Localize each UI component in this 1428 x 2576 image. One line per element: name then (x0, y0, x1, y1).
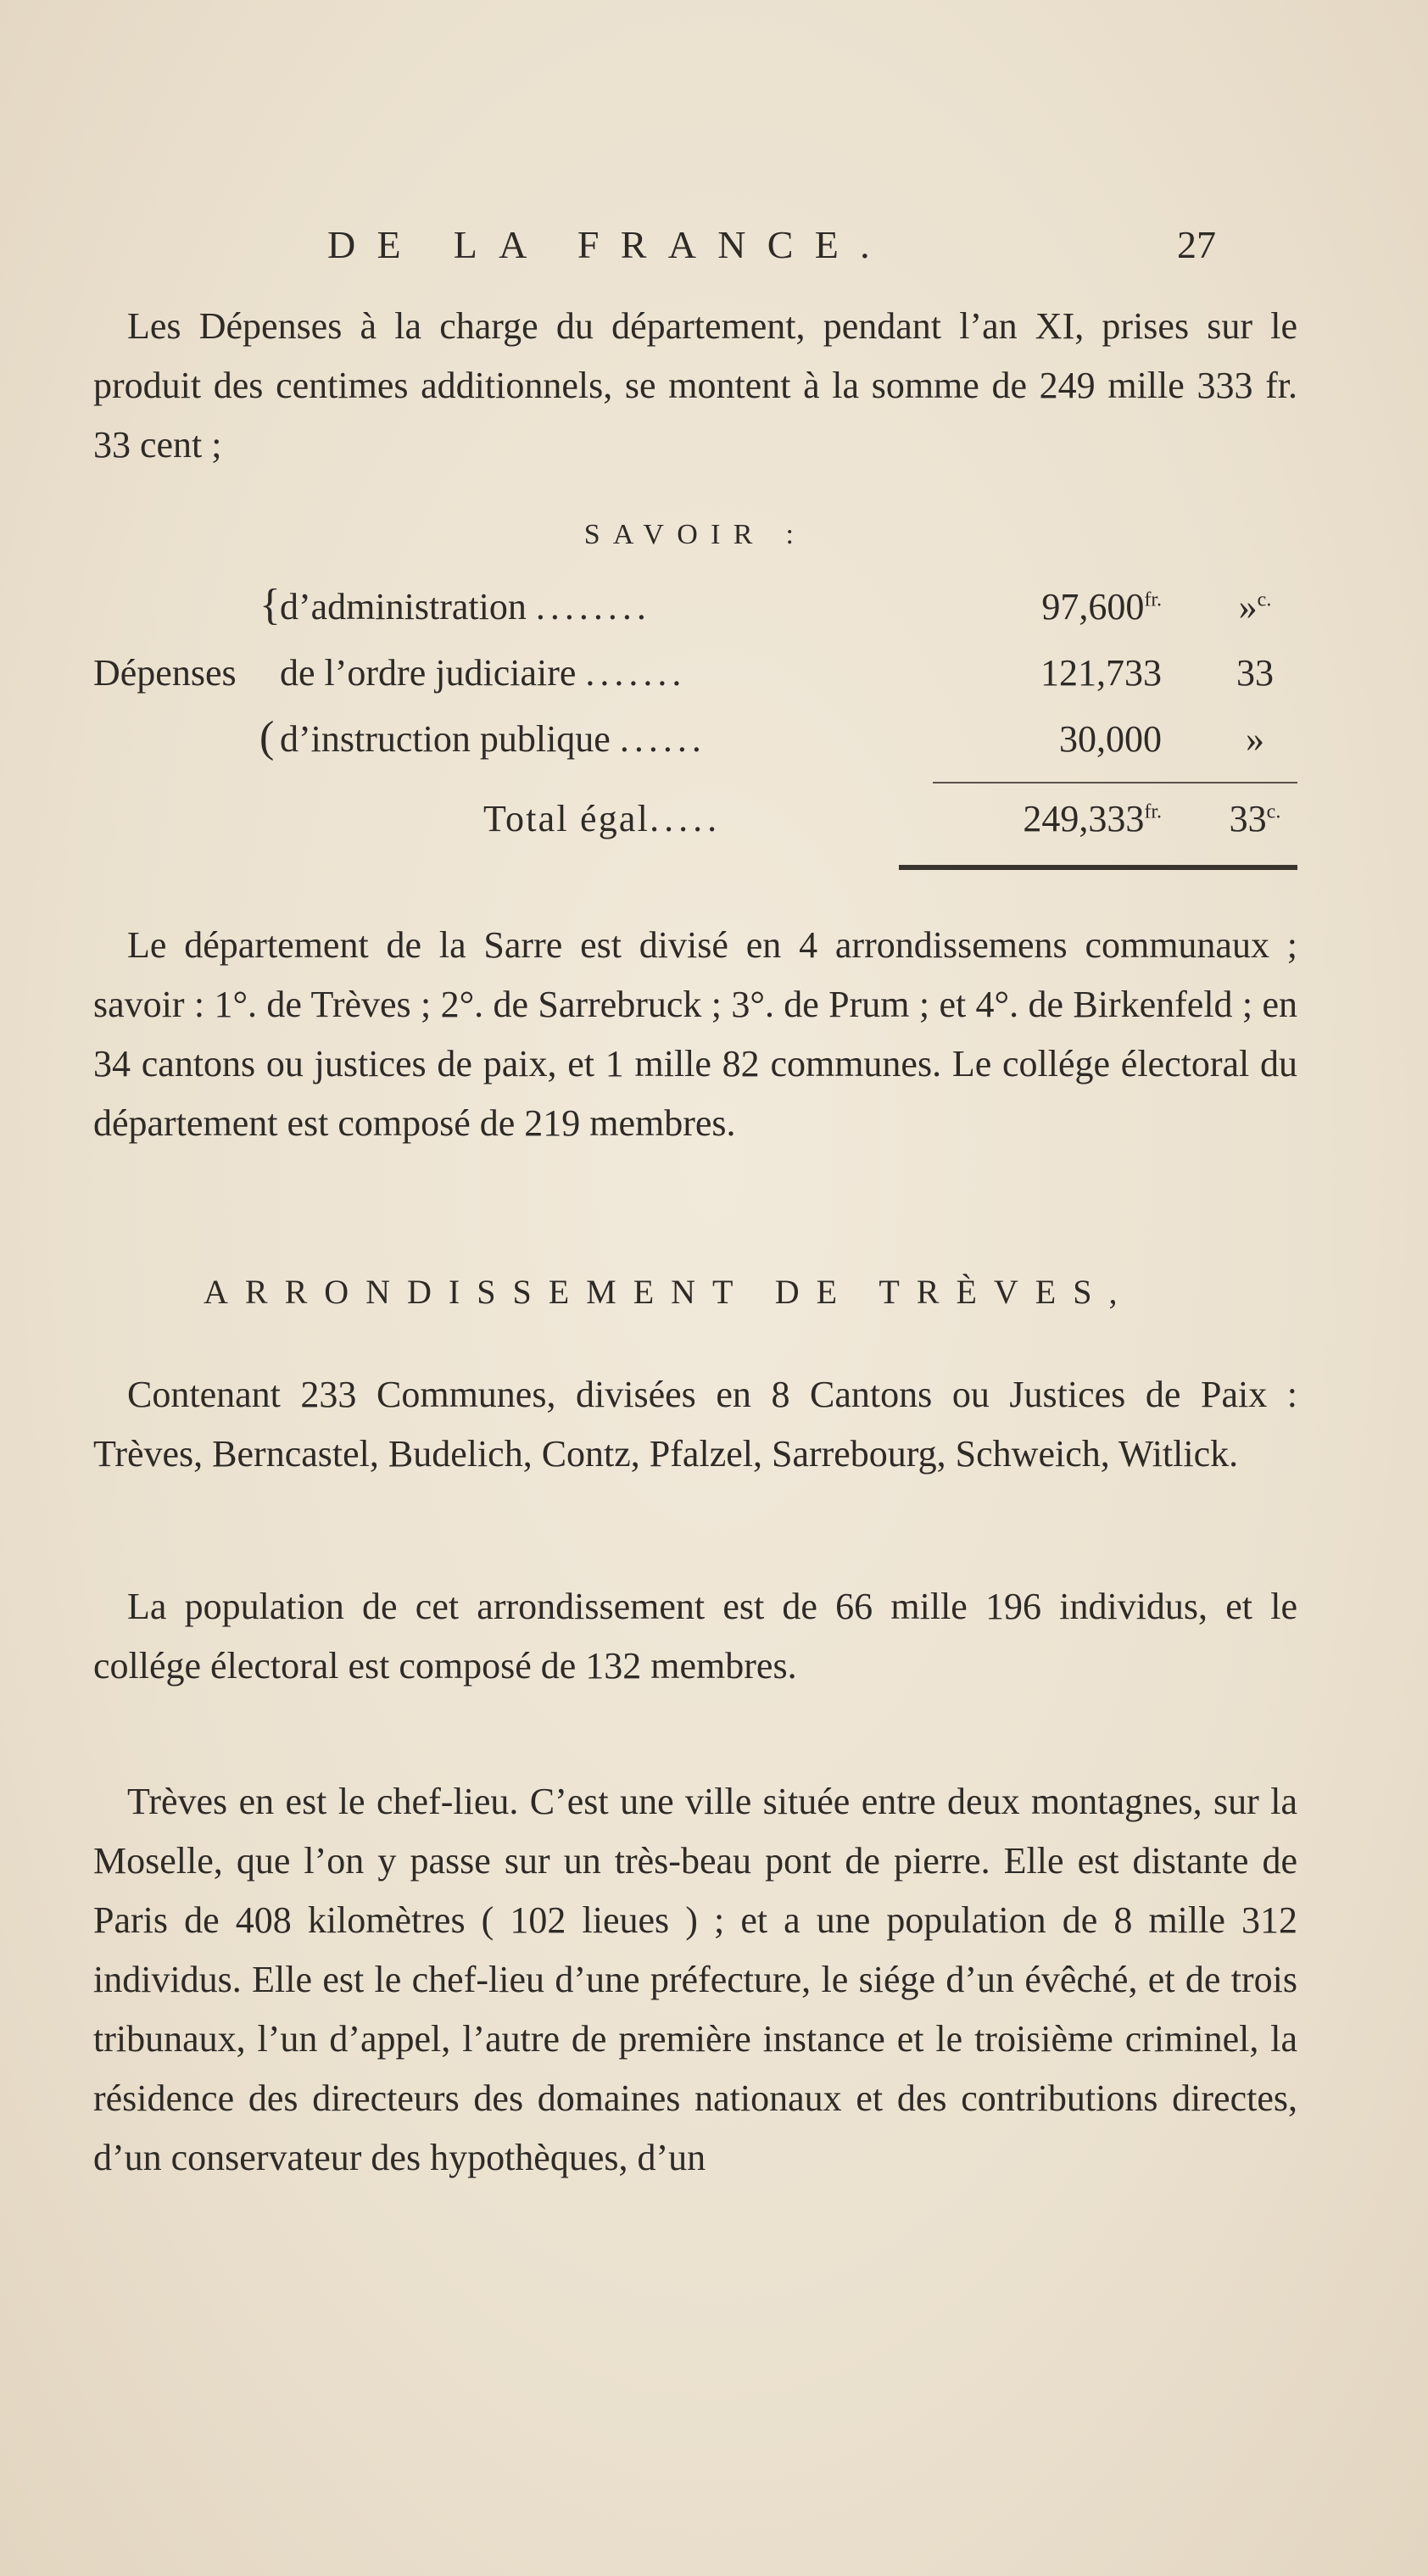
running-head (327, 222, 1216, 273)
expense-label: de l’ordre judiciaire (280, 652, 577, 694)
intro-text: Les Dépenses à la charge du département, pendant l’an XI, prises sur le produit des centimes additionnels, se montent à la somme de 249 mille 333 fr. 33 cent ; (93, 305, 1297, 466)
leader-dots: ........ (535, 586, 651, 627)
expense-cents: 33 (1236, 652, 1274, 694)
treves-text: Trèves en est le chef-lieu. C’est une ville située entre deux montagnes, sur la Moselle, que l’on y passe sur un très-beau pont de pierre. Elle est distante de Paris de 408 kilomètres ( 102 lieues ) ; et a une population de 8 mille 312 individus. Elle est le chef-lieu d’une préfecture, le siége d’un évêché, et de trois tribunaux, l’un d’appel, l’autre de première instance et le troisième criminel, la résidence des directeurs des domaines nationaux et des contributions directes, d’un conservateur des hypothèques, d’un (93, 1781, 1297, 2178)
expense-label: d’administration (280, 586, 527, 627)
expense-side-label: Dépenses (93, 652, 237, 694)
expense-amount: 30,000 (1059, 718, 1162, 760)
sum-rule (933, 782, 1297, 783)
treves-paragraph (93, 1772, 1297, 2188)
expense-row (93, 581, 1297, 636)
expense-row (93, 651, 1297, 702)
population-paragraph (93, 1577, 1297, 1696)
expense-amount: 121,733 (1040, 652, 1162, 694)
running-title: DE LA FRANCE. (327, 223, 891, 266)
cents-unit: c. (1266, 800, 1281, 823)
division-text: Le département de la Sarre est divisé en 4 arrondissemens communaux ; savoir : 1°. de Trèves ; 2°. de Sarrebruck ; 3°. de Prum ; et 4°. de Birkenfeld ; en 34 cantons ou justices de paix, et 1 mille 82 communes. Le collége électoral du département est composé de 219 membres. (93, 924, 1297, 1144)
brace-top-icon: { (259, 581, 281, 629)
total-cents: 33 (1229, 798, 1267, 839)
savoir-heading: SAVOIR : (583, 519, 807, 550)
leader-dots: ..... (650, 798, 722, 839)
total-rule (899, 865, 1297, 870)
total-label: Total (483, 798, 569, 839)
expense-cents: » (1238, 586, 1258, 627)
brace-bottom-icon: ( (259, 713, 275, 761)
section-title: ARRONDISSEMENT DE TRÈVES, (204, 1273, 1135, 1311)
total-amount: 249,333 (1023, 798, 1145, 839)
expense-row (93, 713, 1297, 768)
amount-unit: fr. (1144, 800, 1162, 823)
expense-amount: 97,600 (1041, 586, 1145, 627)
intro-paragraph (93, 297, 1297, 475)
leader-dots: ....... (585, 652, 687, 694)
total-row (93, 797, 1297, 848)
division-paragraph (93, 916, 1297, 1153)
expense-cents: » (1246, 718, 1264, 760)
contenant-text: Contenant 233 Communes, divisées en 8 Cantons ou Justices de Paix : Trèves, Berncastel, Budelich, Contz, Pfalzel, Sarrebourg, Schweich, Witlick. (93, 1374, 1297, 1475)
cents-unit: c. (1257, 588, 1272, 611)
leader-dots: ...... (619, 718, 706, 760)
page-number: 27 (1177, 223, 1216, 266)
contenant-paragraph (93, 1365, 1297, 1484)
total-label-rest: égal (580, 798, 650, 839)
population-text: La population de cet arrondissement est de 66 mille 196 individus, et le collége électoral est composé de 132 membres. (93, 1586, 1297, 1687)
expense-label: d’instruction publique (280, 718, 611, 760)
amount-unit: fr. (1144, 588, 1162, 611)
